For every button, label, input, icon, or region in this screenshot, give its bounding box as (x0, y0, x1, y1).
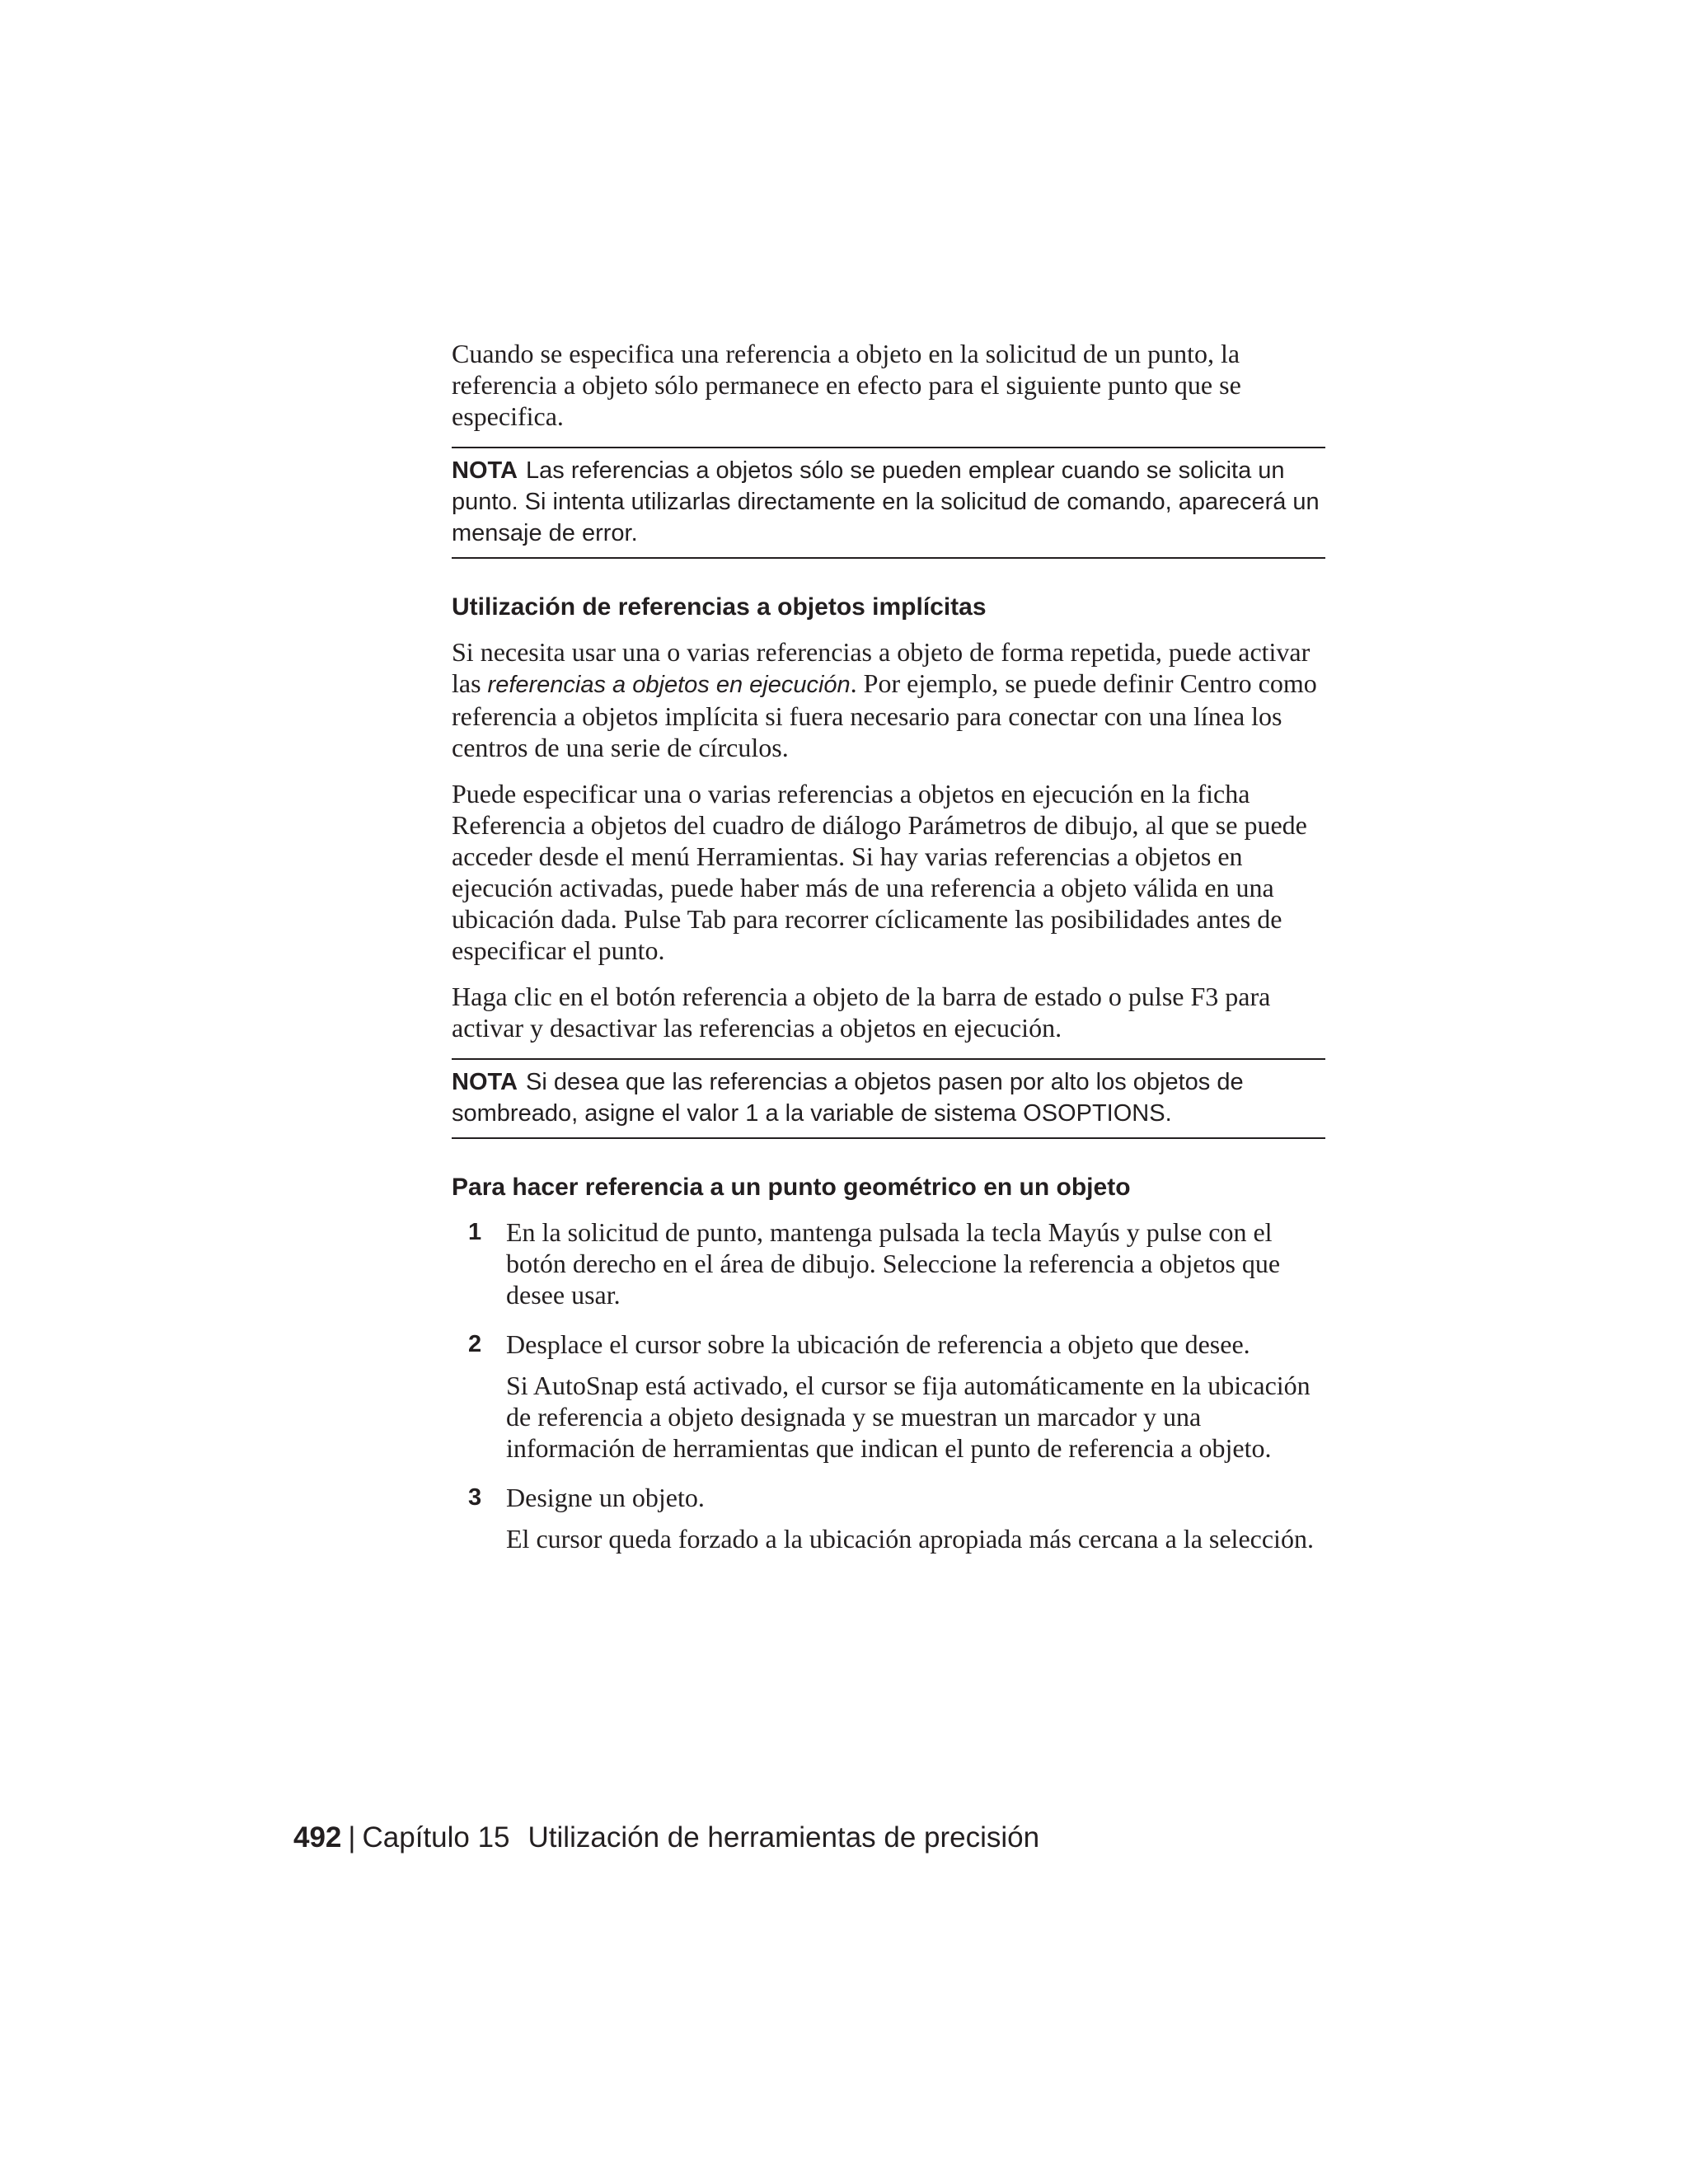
paragraph-running-snaps (452, 636, 1325, 763)
page-content (452, 338, 1325, 1572)
procedure-steps (452, 1216, 1325, 1554)
note-text: Si desea que las referencias a objetos pasen por alto los objetos de sombreado, asigne el valor 1 a la variable de sistema OSOPTIONS. (452, 1069, 1244, 1127)
step-item (452, 1329, 1325, 1464)
procedure-heading: Para hacer referencia a un punto geométrico en un objeto (452, 1174, 1131, 1201)
step-detail: Si AutoSnap está activado, el cursor se fija automáticamente en la ubicación de referencia a objeto designada y se muestran un marcador y una información de herramientas que indican el punto de referencia a objeto. (506, 1371, 1311, 1463)
step-number: 1 (468, 1219, 482, 1245)
step-text: Designe un objeto. (506, 1483, 705, 1512)
chapter-label: Capítulo 15 (362, 1821, 510, 1854)
step-text: Desplace el cursor sobre la ubicación de referencia a objeto que desee. (506, 1329, 1250, 1359)
page-number: 492 (293, 1821, 342, 1854)
italic-term: referencias a objetos en ejecución (487, 672, 851, 698)
note-label: NOTA (452, 1069, 518, 1095)
note-box-2 (452, 1058, 1325, 1139)
step-number: 2 (468, 1331, 482, 1357)
paragraph-status-bar: Haga clic en el botón referencia a objeto de la barra de estado o pulse F3 para activar y desactivar las referencias a objetos en ejecución. (452, 982, 1271, 1043)
paragraph-text: . Por ejemplo, se puede definir Centro como referencia a objetos implícita si fuera necesario para conectar con una línea los centros de una serie de círculos. (452, 668, 1317, 762)
note-text: Las referencias a objetos sólo se pueden emplear cuando se solicita un punto. Si intenta utilizarlas directamente en la solicitud de comando, aparecerá un mensaje de error. (452, 457, 1320, 546)
note-label: NOTA (452, 457, 518, 484)
section-heading-implicit-snaps: Utilización de referencias a objetos implícitas (452, 593, 987, 621)
intro-paragraph: Cuando se especifica una referencia a objeto en la solicitud de un punto, la referencia a objeto sólo permanece en efecto para el siguiente punto que se especifica. (452, 339, 1241, 431)
paragraph-drafting-settings: Puede especificar una o varias referencias a objetos en ejecución en la ficha Referencia a objetos del cuadro de diálogo Parámetros de dibujo, al que se puede acceder desde el menú Herramientas. Si hay varias referencias a objetos en ejecución activadas, puede haber más de una referencia a objeto válida en una ubicación dada. Pulse Tab para recorrer cíclicamente las posibilidades antes de especificar el punto. (452, 779, 1307, 965)
note-box-1 (452, 447, 1325, 559)
page-footer (293, 1820, 1039, 1856)
chapter-title: Utilización de herramientas de precisión (528, 1821, 1040, 1854)
paragraph-text: Si necesita usar una o varias referencias a objeto de forma repetida, puede activar las (452, 637, 1311, 698)
step-item (452, 1216, 1325, 1310)
step-number: 3 (468, 1484, 482, 1511)
footer-separator: | (348, 1821, 356, 1854)
step-text: En la solicitud de punto, mantenga pulsada la tecla Mayús y pulse con el botón derecho en el área de dibujo. Seleccione la referencia a objetos que desee usar. (506, 1217, 1281, 1310)
step-detail: El cursor queda forzado a la ubicación apropiada más cercana a la selección. (506, 1524, 1314, 1554)
step-item (452, 1482, 1325, 1554)
